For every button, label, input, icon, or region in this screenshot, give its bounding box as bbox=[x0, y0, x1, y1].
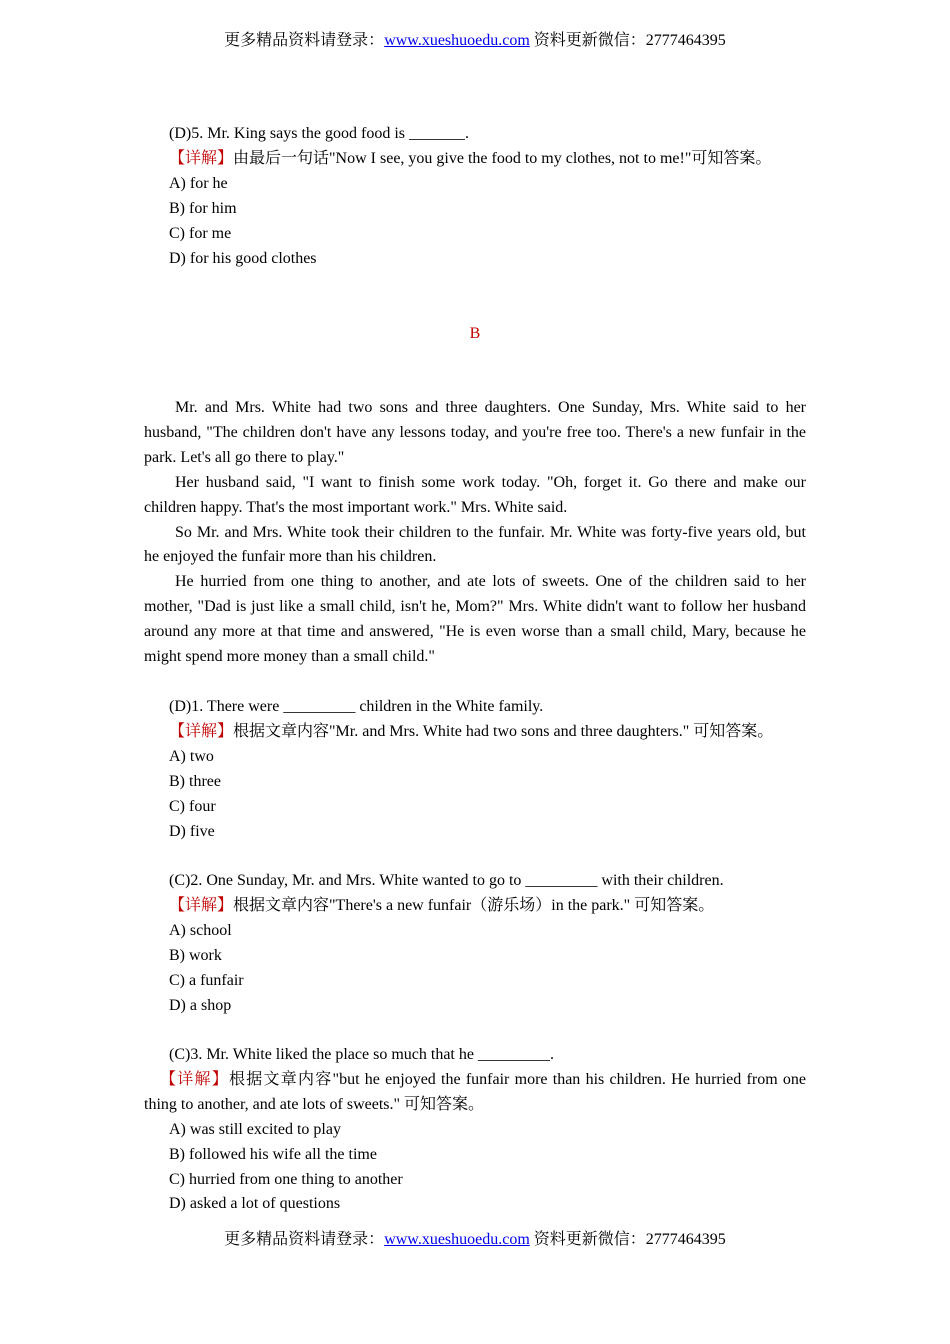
option-a: A) was still excited to play bbox=[169, 1120, 341, 1138]
question-2 bbox=[144, 869, 806, 1018]
detail-line bbox=[144, 720, 806, 745]
page-footer bbox=[0, 1230, 950, 1250]
detail-line bbox=[144, 1068, 806, 1118]
detail-tag: 【详解】 bbox=[169, 722, 234, 740]
option-d: D) five bbox=[169, 822, 215, 840]
footer-suffix: 资料更新微信：2777464395 bbox=[529, 1231, 726, 1248]
option-c: C) four bbox=[169, 797, 216, 815]
detail-tag: 【详解】 bbox=[169, 896, 234, 914]
option-b: B) work bbox=[169, 946, 222, 964]
header-suffix: 资料更新微信：2777464395 bbox=[529, 32, 726, 49]
detail-text: 根据文章内容"but he enjoyed the funfair more than his children. He hurried from one thing to another, and ate lots of sweets." 可知答案。 bbox=[144, 1070, 806, 1113]
detail-line bbox=[144, 894, 806, 919]
section-title: B bbox=[469, 325, 481, 342]
option-c: C) hurried from one thing to another bbox=[169, 1170, 403, 1188]
option-d: D) asked a lot of questions bbox=[169, 1195, 341, 1213]
detail-text: 根据文章内容"Mr. and Mrs. White had two sons and three daughters." 可知答案。 bbox=[233, 722, 774, 740]
option-d: D) for his good clothes bbox=[169, 249, 317, 267]
passage-paragraph: Mr. and Mrs. White had two sons and three daughters. One Sunday, Mrs. White said to her husband, "The children don't have any lessons today, and you're free too. There's a new funfair in the park. Let's all go there to play." bbox=[144, 399, 806, 466]
question-text: (D)1. There were _________ children in the White family. bbox=[169, 698, 544, 715]
option-a: A) two bbox=[169, 747, 214, 765]
detail-text: 根据文章内容"There's a new funfair（游乐场）in the park." 可知答案。 bbox=[233, 896, 715, 914]
question-text: (C)2. One Sunday, Mr. and Mrs. White wanted to go to _________ with their children. bbox=[169, 872, 724, 889]
passage-paragraph: Her husband said, "I want to finish some work today. "Oh, forget it. Go there and make our children happy. That's the most important work." Mrs. White said. bbox=[144, 473, 806, 516]
option-c: C) a funfair bbox=[169, 971, 244, 989]
detail-tag: 【详解】 bbox=[169, 149, 234, 167]
passage-paragraph: So Mr. and Mrs. White took their children to the funfair. Mr. White was forty-five years old, but he enjoyed the funfair more than his children. bbox=[144, 523, 806, 566]
question-text: (D)5. Mr. King says the good food is _______. bbox=[169, 125, 469, 142]
detail-text: 由最后一句话"Now I see, you give the food to my clothes, not to me!"可知答案。 bbox=[233, 149, 772, 167]
question-3 bbox=[144, 1043, 806, 1217]
detail-tag: 【详解】 bbox=[160, 1070, 230, 1088]
passage bbox=[144, 396, 806, 670]
detail-line bbox=[144, 147, 806, 172]
option-c: C) for me bbox=[169, 224, 232, 242]
question-text: (C)3. Mr. White liked the place so much that he _________. bbox=[169, 1046, 554, 1063]
option-a: A) for he bbox=[169, 174, 228, 192]
question-1 bbox=[144, 695, 806, 844]
footer-prefix: 更多精品资料请登录： bbox=[224, 1231, 385, 1248]
passage-paragraph: He hurried from one thing to another, and ate lots of sweets. One of the children said to her mother, "Dad is just like a small child, isn't he, Mom?" Mrs. White didn't want to follow her husband around any more at that time and answered, "He is even worse than a small child, Mary, because he might spend more money than a small child." bbox=[144, 573, 806, 666]
option-a: A) school bbox=[169, 921, 232, 939]
header-prefix: 更多精品资料请登录： bbox=[224, 32, 385, 49]
footer-link[interactable]: www.xueshuoedu.com bbox=[384, 1231, 530, 1248]
header-link[interactable]: www.xueshuoedu.com bbox=[384, 32, 530, 49]
option-b: B) three bbox=[169, 772, 221, 790]
option-b: B) followed his wife all the time bbox=[169, 1145, 377, 1163]
option-b: B) for him bbox=[169, 199, 237, 217]
question-5 bbox=[144, 122, 806, 271]
page-header bbox=[0, 31, 950, 51]
option-d: D) a shop bbox=[169, 996, 232, 1014]
